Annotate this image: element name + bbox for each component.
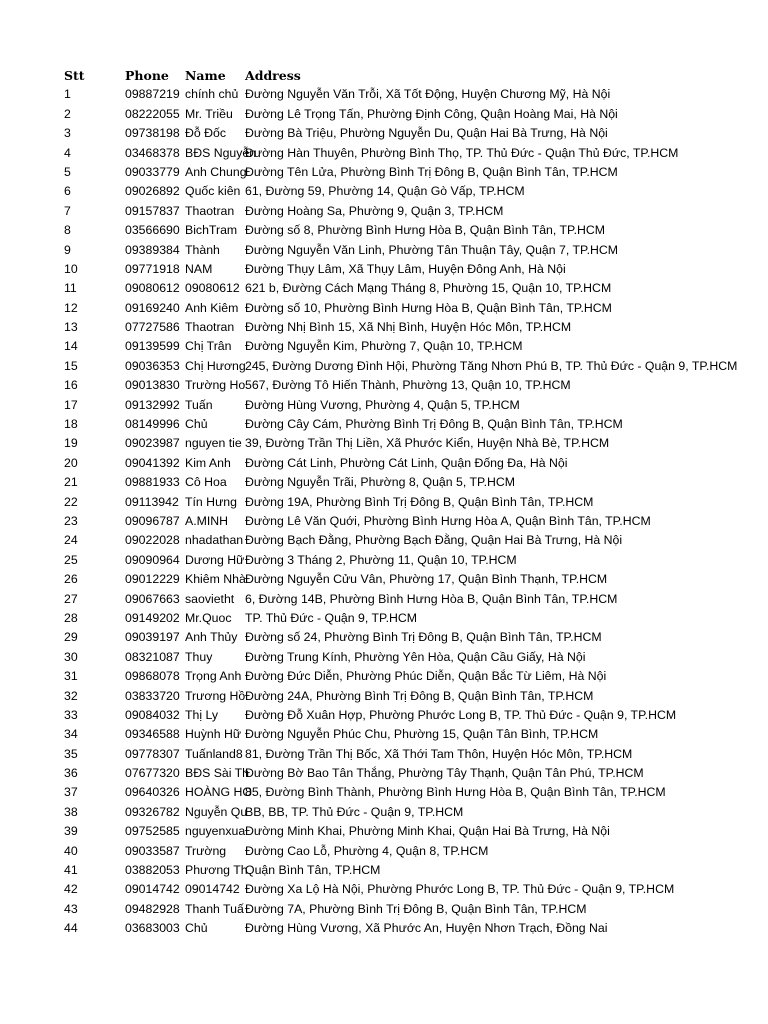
- table-row: [0, 842, 768, 861]
- cell-stt: 29: [64, 630, 78, 645]
- cell-name: Cô Hoa: [185, 475, 227, 490]
- cell-phone: 09326782: [125, 804, 180, 819]
- cell-address: Đường Hùng Vương, Phường 4, Quận 5, TP.HCM: [245, 397, 520, 412]
- cell-stt: 22: [64, 494, 78, 509]
- cell-address: Đường Cát Linh, Phường Cát Linh, Quận Đống Đa, Hà Nội: [245, 455, 568, 470]
- cell-phone: 09033587: [125, 843, 180, 858]
- cell-phone: 09084032: [125, 707, 180, 722]
- cell-address: Quận Bình Tân, TP.HCM: [245, 863, 381, 878]
- cell-name: Tuấnland8: [185, 746, 243, 761]
- cell-name: Anh Thủy: [185, 630, 238, 645]
- contact-table: [0, 66, 768, 939]
- cell-name: Trường Ho: [185, 378, 246, 393]
- cell-name: Thị Ly: [185, 707, 219, 722]
- cell-name: Đỗ Đốc: [185, 126, 227, 141]
- cell-stt: 13: [64, 320, 78, 335]
- cell-phone: 09778307: [125, 746, 180, 761]
- header-address: Address: [245, 68, 301, 83]
- cell-phone: 03833720: [125, 688, 180, 703]
- cell-phone: 03683003: [125, 921, 180, 936]
- cell-address: Đường số 8, Phường Bình Hưng Hòa B, Quận Bình Tân, TP.HCM: [245, 223, 606, 238]
- table-row: [0, 687, 768, 706]
- cell-address: Đường Trung Kính, Phường Yên Hòa, Quận Cầu Giấy, Hà Nội: [245, 649, 586, 664]
- table-row: [0, 880, 768, 899]
- cell-stt: 5: [64, 164, 71, 179]
- cell-stt: 34: [64, 727, 78, 742]
- cell-address: Đường Hàn Thuyên, Phường Bình Thọ, TP. Thủ Đức - Quận Thủ Đức, TP.HCM: [245, 145, 679, 160]
- cell-stt: 33: [64, 707, 78, 722]
- cell-name: Trọng Anh: [185, 669, 242, 684]
- cell-stt: 6: [64, 184, 71, 199]
- cell-address: TP. Thủ Đức - Quận 9, TP.HCM: [245, 610, 418, 625]
- cell-phone: 09139599: [125, 339, 180, 354]
- cell-phone: 09013830: [125, 378, 180, 393]
- table-row: [0, 745, 768, 764]
- table-row: [0, 783, 768, 802]
- cell-phone: 09346588: [125, 727, 180, 742]
- cell-stt: 40: [64, 843, 78, 858]
- cell-stt: 41: [64, 863, 78, 878]
- cell-name: Chị Trân: [185, 339, 232, 354]
- table-row: [0, 105, 768, 124]
- cell-name: Chủ: [185, 417, 208, 432]
- cell-name: Tuấn: [185, 397, 213, 412]
- cell-address: BB, BB, TP. Thủ Đức - Quận 9, TP.HCM: [245, 804, 464, 819]
- cell-stt: 16: [64, 378, 78, 393]
- cell-stt: 43: [64, 901, 78, 916]
- cell-name: nguyen tie: [185, 436, 242, 451]
- header-name: Name: [185, 68, 226, 83]
- table-row: [0, 241, 768, 260]
- cell-phone: 09041392: [125, 455, 180, 470]
- cell-stt: 1: [64, 87, 71, 102]
- cell-name: saovietht: [185, 591, 235, 606]
- cell-name: BichTram: [185, 223, 238, 238]
- cell-address: Đường số 24, Phường Bình Trị Đông B, Quận Bình Tân, TP.HCM: [245, 630, 602, 645]
- cell-address: Đường Cao Lỗ, Phường 4, Quận 8, TP.HCM: [245, 843, 489, 858]
- table-row: [0, 221, 768, 240]
- cell-address: Đường Bạch Đằng, Phường Bạch Đằng, Quận Hai Bà Trưng, Hà Nội: [245, 533, 623, 548]
- table-row: [0, 512, 768, 531]
- table-row: [0, 202, 768, 221]
- table-row: [0, 764, 768, 783]
- table-row: [0, 357, 768, 376]
- table-row: [0, 318, 768, 337]
- cell-name: HOÀNG HO: [185, 785, 252, 800]
- cell-stt: 30: [64, 649, 78, 664]
- cell-stt: 4: [64, 145, 71, 160]
- cell-stt: 15: [64, 358, 78, 373]
- cell-name: Huỳnh Hữ: [185, 727, 242, 742]
- table-row: [0, 182, 768, 201]
- table-row: [0, 124, 768, 143]
- cell-phone: 09033779: [125, 164, 180, 179]
- cell-stt: 7: [64, 203, 71, 218]
- cell-phone: 09036353: [125, 358, 180, 373]
- table-row: [0, 163, 768, 182]
- cell-phone: 09169240: [125, 300, 180, 315]
- table-row: [0, 493, 768, 512]
- cell-address: Đường Bờ Bao Tân Thắng, Phường Tây Thạnh, Quận Tân Phú, TP.HCM: [245, 766, 644, 781]
- table-row: [0, 667, 768, 686]
- cell-phone: 03566690: [125, 223, 180, 238]
- cell-stt: 19: [64, 436, 78, 451]
- cell-stt: 21: [64, 475, 78, 490]
- cell-phone: 08321087: [125, 649, 180, 664]
- cell-address: Đường Nguyễn Cửu Vân, Phường 17, Quận Bình Thạnh, TP.HCM: [245, 572, 608, 587]
- table-row: [0, 706, 768, 725]
- cell-stt: 35: [64, 746, 78, 761]
- cell-stt: 2: [64, 106, 71, 121]
- cell-name: nhadathan: [185, 533, 244, 548]
- cell-phone: 09080612: [125, 281, 180, 296]
- cell-phone: 09039197: [125, 630, 180, 645]
- cell-address: 81, Đường Trần Thị Bốc, Xã Thới Tam Thôn, Huyện Hóc Môn, TP.HCM: [245, 746, 633, 761]
- cell-phone: 09022028: [125, 533, 180, 548]
- cell-name: Anh Kiêm: [185, 300, 239, 315]
- cell-name: 09014742: [185, 882, 240, 897]
- cell-address: Đường Xa Lộ Hà Nội, Phường Phước Long B, TP. Thủ Đức - Quận 9, TP.HCM: [245, 882, 675, 897]
- cell-name: Tín Hưng: [185, 494, 237, 509]
- cell-phone: 09738198: [125, 126, 180, 141]
- table-row: [0, 822, 768, 841]
- cell-name: Thaotran: [185, 320, 235, 335]
- cell-name: Dương Hữ: [185, 552, 245, 567]
- cell-stt: 38: [64, 804, 78, 819]
- cell-phone: 09752585: [125, 824, 180, 839]
- cell-name: NAM: [185, 261, 213, 276]
- table-row: [0, 609, 768, 628]
- cell-phone: 09113942: [125, 494, 179, 509]
- cell-address: Đường Nguyễn Kim, Phường 7, Quận 10, TP.HCM: [245, 339, 523, 354]
- cell-stt: 14: [64, 339, 78, 354]
- cell-name: Anh Chung: [185, 164, 247, 179]
- cell-address: 6, Đường 14B, Phường Bình Hưng Hòa B, Quận Bình Tân, TP.HCM: [245, 591, 618, 606]
- cell-phone: 03468378: [125, 145, 180, 160]
- cell-stt: 3: [64, 126, 71, 141]
- cell-phone: 09157837: [125, 203, 180, 218]
- cell-name: Trường: [185, 843, 227, 858]
- cell-address: Đường Đức Diễn, Phường Phúc Diễn, Quận Bắc Từ Liêm, Hà Nội: [245, 669, 607, 684]
- cell-name: nguyenxua: [185, 824, 246, 839]
- cell-stt: 44: [64, 921, 78, 936]
- cell-phone: 09887219: [125, 87, 180, 102]
- table-row: [0, 415, 768, 434]
- cell-phone: 08149996: [125, 417, 180, 432]
- cell-stt: 37: [64, 785, 78, 800]
- cell-stt: 42: [64, 882, 78, 897]
- cell-phone: 09067663: [125, 591, 180, 606]
- cell-address: Đường Nguyễn Trãi, Phường 8, Quận 5, TP.HCM: [245, 475, 516, 490]
- cell-stt: 20: [64, 455, 78, 470]
- table-header-row: [0, 66, 768, 85]
- cell-stt: 17: [64, 397, 78, 412]
- cell-phone: 09640326: [125, 785, 180, 800]
- cell-stt: 23: [64, 513, 78, 528]
- table-row: [0, 396, 768, 415]
- cell-stt: 36: [64, 766, 78, 781]
- cell-name: 09080612: [185, 281, 240, 296]
- cell-address: Đường Nguyễn Văn Linh, Phường Tân Thuận Tây, Quận 7, TP.HCM: [245, 242, 619, 257]
- cell-address: Đường 3 Tháng 2, Phường 11, Quận 10, TP.HCM: [245, 552, 517, 567]
- cell-phone: 09090964: [125, 552, 180, 567]
- table-body: [0, 85, 768, 938]
- cell-phone: 09389384: [125, 242, 180, 257]
- cell-address: Đường 7A, Phường Bình Trị Đông B, Quận Bình Tân, TP.HCM: [245, 901, 587, 916]
- cell-address: Đường Bà Triệu, Phường Nguyễn Du, Quận Hai Bà Trưng, Hà Nội: [245, 126, 608, 141]
- table-row: [0, 648, 768, 667]
- cell-address: Đường Tên Lửa, Phường Bình Trị Đông B, Quận Bình Tân, TP.HCM: [245, 164, 618, 179]
- cell-stt: 32: [64, 688, 78, 703]
- cell-address: 85, Đường Bình Thành, Phường Bình Hưng Hòa B, Quận Bình Tân, TP.HCM: [245, 785, 666, 800]
- cell-name: Thuy: [185, 649, 213, 664]
- cell-stt: 11: [64, 281, 77, 296]
- cell-name: A.MINH: [185, 513, 229, 528]
- table-row: [0, 803, 768, 822]
- cell-address: 245, Đường Dương Đình Hội, Phường Tăng Nhơn Phú B, TP. Thủ Đức - Quận 9, TP.HCM: [245, 358, 738, 373]
- cell-name: Mr.Quoc: [185, 610, 232, 625]
- table-row: [0, 454, 768, 473]
- table-row: [0, 376, 768, 395]
- cell-phone: 07677320: [125, 766, 180, 781]
- cell-name: Phương Th: [185, 863, 248, 878]
- cell-name: BĐS Nguyễn: [185, 145, 257, 160]
- table-row: [0, 279, 768, 298]
- table-row: [0, 725, 768, 744]
- cell-name: BĐS Sài Th: [185, 766, 250, 781]
- cell-phone: 07727586: [125, 320, 180, 335]
- cell-stt: 25: [64, 552, 78, 567]
- table-row: [0, 144, 768, 163]
- cell-address: Đường Hùng Vương, Xã Phước An, Huyện Nhơn Trạch, Đồng Nai: [245, 921, 608, 936]
- cell-phone: 09012229: [125, 572, 180, 587]
- cell-address: Đường số 10, Phường Bình Hưng Hòa B, Quận Bình Tân, TP.HCM: [245, 300, 612, 315]
- cell-name: Nguyễn Qu: [185, 804, 248, 819]
- cell-name: Quốc kiên: [185, 184, 241, 199]
- cell-stt: 24: [64, 533, 78, 548]
- cell-stt: 18: [64, 417, 78, 432]
- table-row: [0, 900, 768, 919]
- table-row: [0, 590, 768, 609]
- cell-address: Đường Nguyễn Phúc Chu, Phường 15, Quận Tân Bình, TP.HCM: [245, 727, 599, 742]
- cell-address: Đường Thụy Lâm, Xã Thụy Lâm, Huyện Đông Anh, Hà Nội: [245, 261, 566, 276]
- table-row: [0, 473, 768, 492]
- table-row: [0, 299, 768, 318]
- cell-address: Đường Đỗ Xuân Hợp, Phường Phước Long B, TP. Thủ Đức - Quận 9, TP.HCM: [245, 707, 677, 722]
- table-row: [0, 434, 768, 453]
- table-row: [0, 531, 768, 550]
- cell-address: Đường Hoàng Sa, Phường 9, Quận 3, TP.HCM: [245, 203, 504, 218]
- cell-stt: 10: [64, 261, 78, 276]
- table-row: [0, 919, 768, 938]
- table-row: [0, 570, 768, 589]
- cell-phone: 09482928: [125, 901, 180, 916]
- cell-address: Đường Lê Văn Quới, Phường Bình Hưng Hòa A, Quận Bình Tân, TP.HCM: [245, 513, 651, 528]
- cell-address: Đường 19A, Phường Bình Trị Đông B, Quận Bình Tân, TP.HCM: [245, 494, 594, 509]
- cell-stt: 12: [64, 300, 78, 315]
- cell-address: 567, Đường Tô Hiến Thành, Phường 13, Quận 10, TP.HCM: [245, 378, 571, 393]
- cell-address: Đường Cây Cám, Phường Bình Trị Đông B, Quận Bình Tân, TP.HCM: [245, 417, 623, 432]
- table-row: [0, 861, 768, 880]
- cell-address: Đường Nguyễn Văn Trỗi, Xã Tốt Động, Huyện Chương Mỹ, Hà Nội: [245, 87, 611, 102]
- cell-name: Trương Hồ: [185, 688, 246, 703]
- cell-phone: 09096787: [125, 513, 180, 528]
- cell-phone: 08222055: [125, 106, 180, 121]
- cell-name: Mr. Triều: [185, 106, 233, 121]
- cell-phone: 03882053: [125, 863, 180, 878]
- table-row: [0, 85, 768, 104]
- cell-phone: 09026892: [125, 184, 180, 199]
- cell-address: 39, Đường Trần Thị Liền, Xã Phước Kiển, Huyện Nhà Bè, TP.HCM: [245, 436, 610, 451]
- cell-phone: 09023987: [125, 436, 180, 451]
- cell-address: 61, Đường 59, Phường 14, Quận Gò Vấp, TP.HCM: [245, 184, 525, 199]
- cell-address: Đường Lê Trọng Tấn, Phường Định Công, Quận Hoàng Mai, Hà Nội: [245, 106, 618, 121]
- cell-stt: 31: [64, 669, 78, 684]
- header-phone: Phone: [125, 68, 169, 83]
- cell-address: Đường Minh Khai, Phường Minh Khai, Quận Hai Bà Trưng, Hà Nội: [245, 824, 610, 839]
- cell-phone: 09771918: [125, 261, 180, 276]
- cell-name: Chủ: [185, 921, 208, 936]
- table-row: [0, 551, 768, 570]
- cell-address: 621 b, Đường Cách Mạng Tháng 8, Phường 15, Quận 10, TP.HCM: [245, 281, 612, 296]
- header-stt: Stt: [64, 68, 85, 83]
- cell-stt: 8: [64, 223, 71, 238]
- table-row: [0, 260, 768, 279]
- cell-name: Kim Anh: [185, 455, 231, 470]
- cell-name: Khiêm Nhà: [185, 572, 246, 587]
- cell-phone: 09014742: [125, 882, 180, 897]
- cell-phone: 09132992: [125, 397, 180, 412]
- cell-stt: 26: [64, 572, 78, 587]
- cell-phone: 09149202: [125, 610, 180, 625]
- cell-phone: 09881933: [125, 475, 180, 490]
- cell-address: Đường Nhị Bình 15, Xã Nhị Bình, Huyện Hóc Môn, TP.HCM: [245, 320, 572, 335]
- cell-stt: 28: [64, 610, 78, 625]
- table-row: [0, 337, 768, 356]
- cell-phone: 09868078: [125, 669, 180, 684]
- cell-stt: 9: [64, 242, 71, 257]
- cell-stt: 27: [64, 591, 78, 606]
- cell-stt: 39: [64, 824, 78, 839]
- cell-address: Đường 24A, Phường Bình Trị Đông B, Quận Bình Tân, TP.HCM: [245, 688, 594, 703]
- cell-name: chính chủ: [185, 87, 239, 102]
- cell-name: Thành: [185, 242, 220, 257]
- cell-name: Thaotran: [185, 203, 235, 218]
- table-row: [0, 628, 768, 647]
- cell-name: Thanh Tuấ: [185, 901, 244, 916]
- cell-name: Chị Hương: [185, 358, 246, 373]
